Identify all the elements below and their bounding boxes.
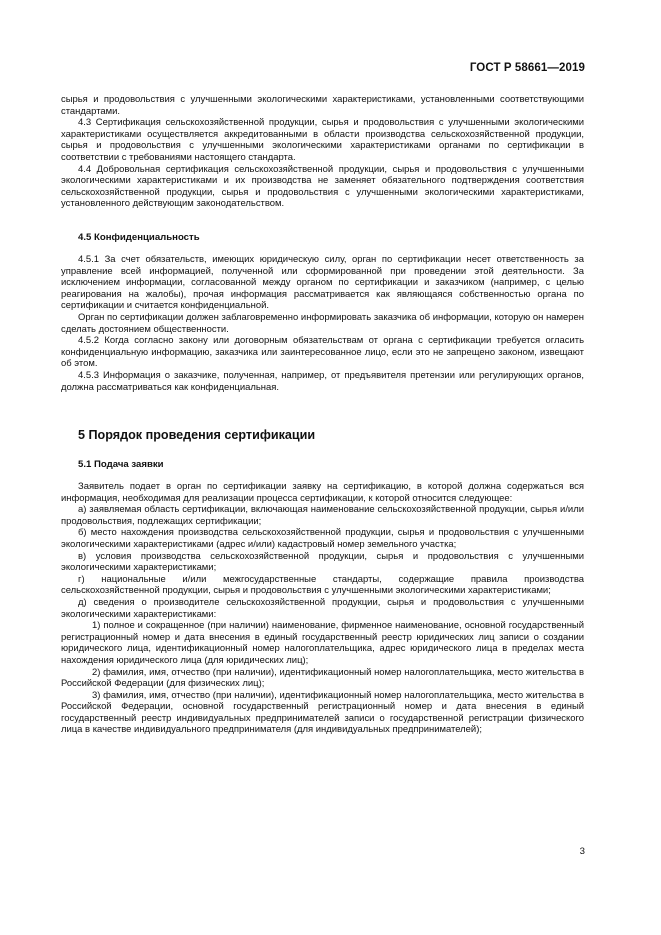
paragraph-4-3: 4.3 Сертификация сельскохозяйственной продукции, сырья и продовольствия с улучшенными экологическими характеристиками осуществляется аккредитованными в области производства сельскохозяйственной продукции, сырья и продовольствия с улучшенными экологическими характеристиками органами по сертификации в соответствии с требованиями настоящего стандарта. — [61, 117, 584, 163]
section-4-tail — [61, 94, 584, 210]
heading-5: 5 Порядок проведения сертификации — [78, 428, 316, 442]
list-item-b: б) место нахождения производства сельскохозяйственной продукции, сырья и продовольствия с улучшенными экологическими характеристиками (адрес и/или) кадастровый номер земельного участка; — [61, 527, 584, 550]
heading-5-1: 5.1 Подача заявки — [78, 459, 164, 470]
list-item-a: а) заявляемая область сертификации, включающая наименование сельскохозяйственной продукции, сырья и/или продовольствия, подлежащих сертификации; — [61, 504, 584, 527]
heading-4-5: 4.5 Конфиденциальность — [78, 232, 200, 243]
section-4-5 — [61, 254, 584, 393]
paragraph-4-5-2: 4.5.2 Когда согласно закону или договорным обязательствам от органа с сертификации требуется огласить конфиденциальную информацию, заказчика или заинтересованное лицо, если это не запрещено законом, извещают об этом. — [61, 335, 584, 370]
paragraph-application-intro: Заявитель подает в орган по сертификации заявку на сертификацию, в которой должна содержаться вся информация, необходимая для реализации процесса сертификации, к которой относится следующее: — [61, 481, 584, 504]
sub-item-2: 2) фамилия, имя, отчество (при наличии), идентификационный номер налогоплательщика, место жительства в Российской Федерации (для физических лиц); — [61, 666, 584, 690]
page-number: 3 — [579, 846, 585, 857]
paragraph-4-4: 4.4 Добровольная сертификация сельскохозяйственной продукции, сырья и продовольствия с улучшенными экологическими характеристиками и их производства не заменяет обязательного подтверждения соответствия сельскохозяйственной продукции, сырья и продовольствия с улучшенными экологическими характеристиками, установленного действующим законодательством. — [61, 163, 584, 210]
list-item-g: г) национальные и/или межгосударственные стандарты, содержащие правила производства сельскохозяйственной продукции, сырья и продовольствия с улучшенными экологическими характеристиками; — [61, 573, 584, 597]
section-5-1 — [61, 481, 584, 736]
sub-item-1: 1) полное и сокращенное (при наличии) наименование, фирменное наименование, основной государственный регистрационный номер и дата внесения в единый государственный реестр юридических лиц записи о создании юридического лица, идентификационный номер налогоплательщика, адрес юридического лица в пределах места нахождения юридического лица (для юридических лиц); — [61, 620, 584, 666]
sub-item-3: 3) фамилия, имя, отчество (при наличии), идентификационный номер налогоплательщика, место жительства в Российской Федерации, основной государственный регистрационный номер и дата внесения в единый государственный реестр индивидуальных предпринимателей записи о государственной регистрации физического лица в качестве индивидуального предпринимателя (для индивидуальных предпринимателей); — [61, 689, 584, 736]
list-item-d: д) сведения о производителе сельскохозяйственной продукции, сырья и продовольствия с улучшенными экологическими характеристиками: — [61, 596, 584, 620]
paragraph-continuation: сырья и продовольствия с улучшенными экологическими характеристиками, установленными соответствующими стандартами. — [61, 94, 584, 117]
paragraph-4-5-1: 4.5.1 За счет обязательств, имеющих юридическую силу, орган по сертификации несет ответственность за управление всей информацией, полученной или сформированной при проведении этой деятельности. За исключением информации, согласованной между органом по сертификации и заказчиком (например, с целью реагирования на жалобы), прочая информация рассматривается как являющаяся собственностью органа по сертификации и считается конфиденциальной. — [61, 254, 584, 312]
standard-header: ГОСТ Р 58661—2019 — [469, 62, 585, 74]
paragraph-4-5-1-b: Орган по сертификации должен заблаговременно информировать заказчика об информации, которую он намерен сделать достоянием общественности. — [61, 311, 584, 335]
paragraph-4-5-3: 4.5.3 Информация о заказчике, полученная, например, от предъявителя претензии или регулирующих органов, должна рассматриваться как конфиденциальная. — [61, 369, 584, 393]
list-item-v: в) условия производства сельскохозяйственной продукции, сырья и продовольствия с улучшенными экологическими характеристиками; — [61, 550, 584, 574]
